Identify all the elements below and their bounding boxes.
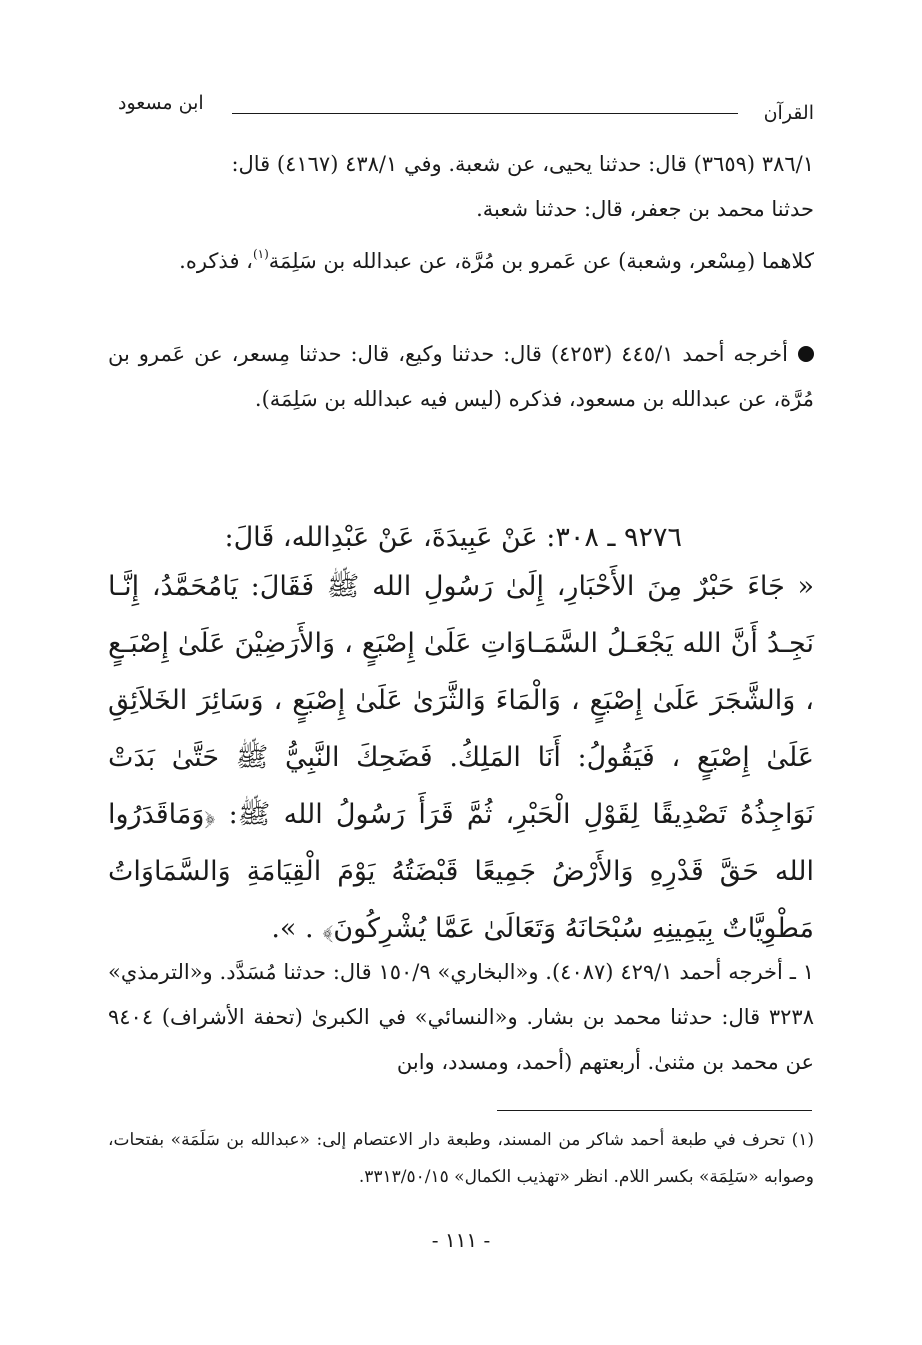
hadith-heading: ٩٢٧٦ ـ ٣٠٨: عَنْ عَبِيدَةَ، عَنْ عَبْدِالله، قَالَ: (224, 522, 682, 553)
takhrij-block-1 (108, 332, 814, 422)
page-number: - ١١١ - (431, 1228, 491, 1252)
footnote-1: (١) تحرف في طبعة أحمد شاكر من المسند، وطبعة دار الاعتصام إلى: «عبدالله بن سَلَمَة» بفتحات، وصوابه «سَلِمَة» بكسر اللام. انظر «تهذيب الكمال» ٣٣١٣/٥٠/١٥. (108, 1130, 814, 1187)
footnote-reference: (١) (252, 247, 269, 261)
takhrij-paragraph-1 (108, 332, 814, 422)
intro-block (108, 142, 814, 284)
running-header (112, 92, 814, 128)
header-rule (232, 113, 738, 114)
intro-paragraph-2-tail: ، فذكره. (179, 249, 253, 273)
hadith-text: « جَاءَ حَبْرٌ مِنَ الأَحْبَارِ، إِلَىٰ رَسُولِ الله ﷺ فَقَالَ: يَامُحَمَّدُ، إِنَّـا نَجِـدُ أَنَّ الله يَجْعَـلُ السَّمَـاوَاتِ عَلَىٰ إِصْبَعٍ ، وَالأَرَضِيْنَ عَلَىٰ إِصْبَـعٍ ، وَالشَّجَرَ عَلَىٰ إِصْبَعٍ ، وَالْمَاءَ وَالثَّرَىٰ عَلَىٰ إِصْبَعٍ ، وَسَائِرَ الخَلاَئِقِ عَلَىٰ إِصْبَعٍ ، فَيَقُولُ: أَنَا المَلِكُ. فَضَحِكَ النَّبِيُّ ﷺ حَتَّىٰ بَدَتْ نَوَاجِذُهُ تَصْدِيقًا لِقَوْلِ الْحَبْرِ، ثُمَّ قَرَأَ رَسُولُ الله ﷺ: ﴿وَمَاقَدَرُوا الله حَقَّ قَدْرِهِ وَالأَرْضُ جَمِيعًا قَبْضَتُهُ يَوْمَ الْقِيَامَةِ وَالسَّمَاوَاتُ مَطْوِيَّاتٌ بِيَمِينِهِ سُبْحَانَهُ وَتَعَالَىٰ عَمَّا يُشْرِكُونَ﴾ . ». (108, 571, 814, 944)
header-section-title: القرآن (763, 102, 814, 124)
intro-paragraph-2 (108, 232, 814, 284)
intro-line-2: حدثنا محمد بن جعفر، قال: حدثنا شعبة. (476, 197, 814, 221)
intro-paragraph-2-text: كلاهما (مِسْعر، وشعبة) عن عَمرو بن مُرَّة، عن عبدالله بن سَلِمَة (268, 249, 814, 273)
takhrij-paragraph-1-text: أخرجه أحمد ٤٤٥/١ (٤٢٥٣) قال: حدثنا وكيع، قال: حدثنا مِسعر، عن عَمرو بن مُرَّة، عن عبدالله بن مسعود، فذكره (ليس فيه عبدالله بن سَلِمَة). (108, 342, 814, 411)
footnote-separator (497, 1110, 812, 1111)
header-chapter-title: ابن مسعود (118, 92, 204, 114)
takhrij-block-2 (108, 950, 814, 1085)
intro-line-1: ٣٨٦/١ (٣٦٥٩) قال: حدثنا يحيى، عن شعبة. وفي ٤٣٨/١ (٤١٦٧) قال: (231, 152, 814, 176)
bullet-icon (798, 346, 814, 362)
footnotes (108, 1122, 814, 1196)
hadith-block (108, 518, 814, 957)
takhrij-paragraph-2: ١ ـ أخرجه أحمد ٤٢٩/١ (٤٠٨٧). و«البخاري» ١٥٠/٩ قال: حدثنا مُسَدَّد. و«الترمذي» ٣٢٣٨ قال: حدثنا محمد بن بشار. و«النسائي» في الكبرىٰ (تحفة الأشراف) ٩٤٠٤ عن محمد بن مثنىٰ. أربعتهم (أحمد، ومسدد، وابن (108, 960, 814, 1074)
